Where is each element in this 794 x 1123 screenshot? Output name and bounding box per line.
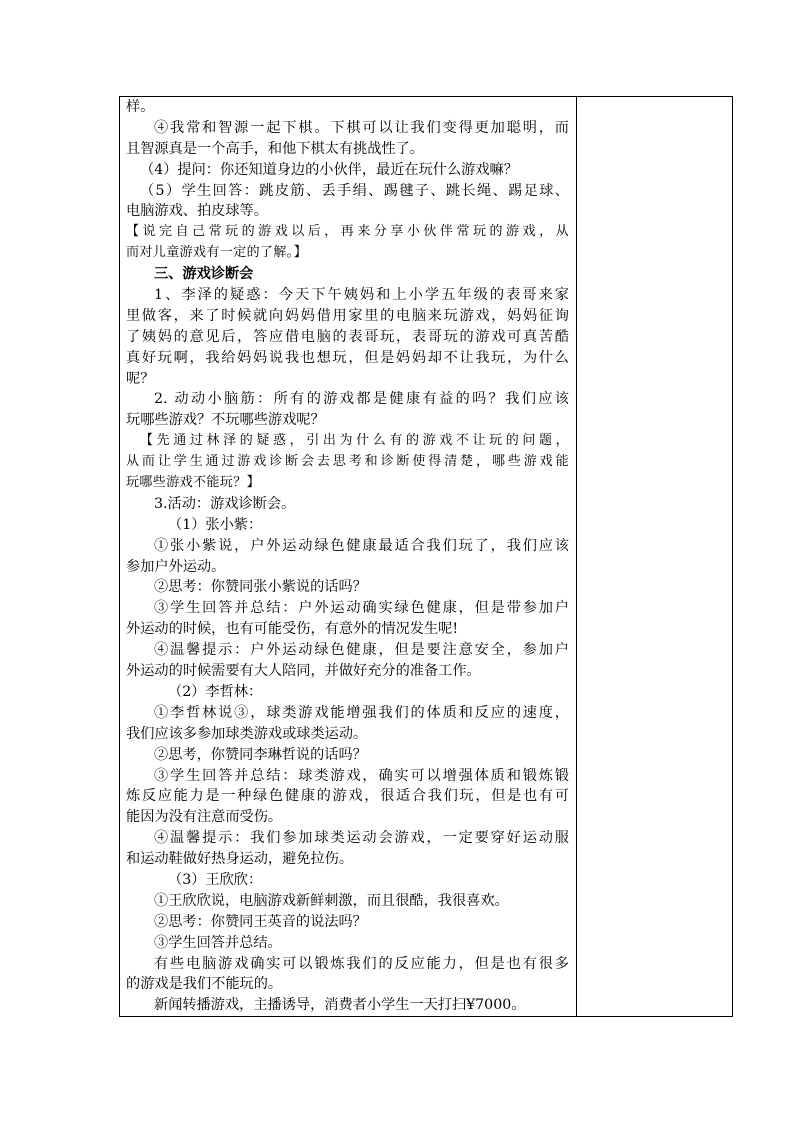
teaching-note: 而对儿童游戏有一定的了解。】 <box>126 245 308 261</box>
text-line: （5）学生回答：跳皮筋、丢手绢、踢毽子、跳长绳、踢足球、 <box>140 182 569 199</box>
text-line: 和运动鞋做好热身运动，避免拉伤。 <box>126 851 354 868</box>
section-heading: 三、游戏诊断会 <box>154 266 254 283</box>
text-line: ①王欣欣说，电脑游戏新鲜刺激，而且很酷，我很喜欢。 <box>154 892 509 909</box>
text-line: ②思考，你赞同李琳哲说的话吗？ <box>154 746 367 763</box>
text-line: ④我常和智源一起下棋。下棋可以让我们变得更加聪明，而 <box>154 119 569 136</box>
text-line: 里做客，来了时候就向妈妈借用家里的电脑来玩游戏，妈妈征询 <box>126 307 569 324</box>
text-line: （1）张小紫： <box>168 516 263 533</box>
text-line: 电脑游戏、拍皮球等。 <box>126 203 268 220</box>
teaching-note: 【说完自己常玩的游戏以后，再来分享小伙伴常玩的游戏，从 <box>126 224 569 240</box>
text-line: ②思考：你赞同王英音的说法吗？ <box>154 913 367 930</box>
text-line: 2. 动动小脑筋：所有的游戏都是健康有益的吗？我们应该 <box>154 391 569 408</box>
teaching-note: 【先通过林泽的疑惑，引出为什么有的游戏不让玩的问题， <box>140 433 569 449</box>
text-line: 能因为没有注意而受伤。 <box>126 809 283 826</box>
text-line: （3）王欣欣： <box>168 871 263 888</box>
text-line: 真好玩啊，我给妈妈说我也想玩，但是妈妈却不让我玩，为什么 <box>126 349 569 366</box>
text-line: （4）提问：你还知道身边的小伙伴，最近在玩什么游戏嘛？ <box>140 161 518 178</box>
text-line: ③学生回答并总结：球类游戏，确实可以增强体质和锻炼锻 <box>154 767 569 784</box>
text-line: 的游戏是我们不能玩的。 <box>126 976 283 993</box>
text-line: 新闻转播游戏，主播诱导，消费者小学生一天打扫¥7000。 <box>154 997 526 1014</box>
text-line: 有些电脑游戏确实可以锻炼我们的反应能力，但是也有很多 <box>154 955 569 972</box>
text-line: 参加户外运动。 <box>126 558 226 575</box>
text-line: 外运动的时候，也有可能受伤，有意外的情况发生呢! <box>126 621 459 638</box>
text-line: ③学生回答并总结：户外运动确实绿色健康，但是带参加户 <box>154 600 569 617</box>
text-line: （2）李哲林： <box>168 683 263 700</box>
text-line: ④温馨提示：户外运动绿色健康，但是要注意安全，参加户 <box>154 642 569 659</box>
text-line: 呢？ <box>126 370 155 387</box>
text-line: 且智源真是一个高手，和他下棋太有挑战性了。 <box>126 140 424 157</box>
text-line: 炼反应能力是一种绿色健康的游戏，很适合我们玩，但是也有可 <box>126 788 569 805</box>
text-line: 外运动的时候需要有大人陪同，并做好充分的准备工作。 <box>126 663 481 680</box>
text-line: 我们应该多参加球类游戏或球类运动。 <box>126 725 368 742</box>
text-line: 了姨妈的意见后，答应借电脑的表哥玩，表哥玩的游戏可真苦酷 <box>126 328 569 345</box>
text-line: ④温馨提示：我们参加球类运动会游戏，一定要穿好运动服 <box>154 830 569 847</box>
lesson-table <box>119 96 733 1017</box>
text-line: 玩哪些游戏？不玩哪些游戏呢？ <box>126 412 325 429</box>
teaching-note: 从而让学生通过游戏诊断会去思考和诊断使得清楚，哪些游戏能 <box>126 454 569 470</box>
lesson-content-cell <box>120 97 574 1016</box>
text-line: ①李哲林说③，球类游戏能增强我们的体质和反应的速度， <box>154 704 569 721</box>
text-line: ①张小紫说，户外运动绿色健康最适合我们玩了，我们应该 <box>154 537 569 554</box>
text-line: 1、李泽的疑惑：今天下午姨妈和上小学五年级的表哥来家 <box>154 287 569 304</box>
text-line: ③学生回答并总结。 <box>154 934 282 951</box>
text-line: ②思考：你赞同张小紫说的话吗？ <box>154 579 367 596</box>
text-line: 3.活动：游戏诊断会。 <box>154 495 296 512</box>
teaching-note: 玩哪些游戏不能玩？】 <box>126 475 261 491</box>
text-line: 样。 <box>126 99 155 115</box>
column-divider <box>576 97 577 1016</box>
